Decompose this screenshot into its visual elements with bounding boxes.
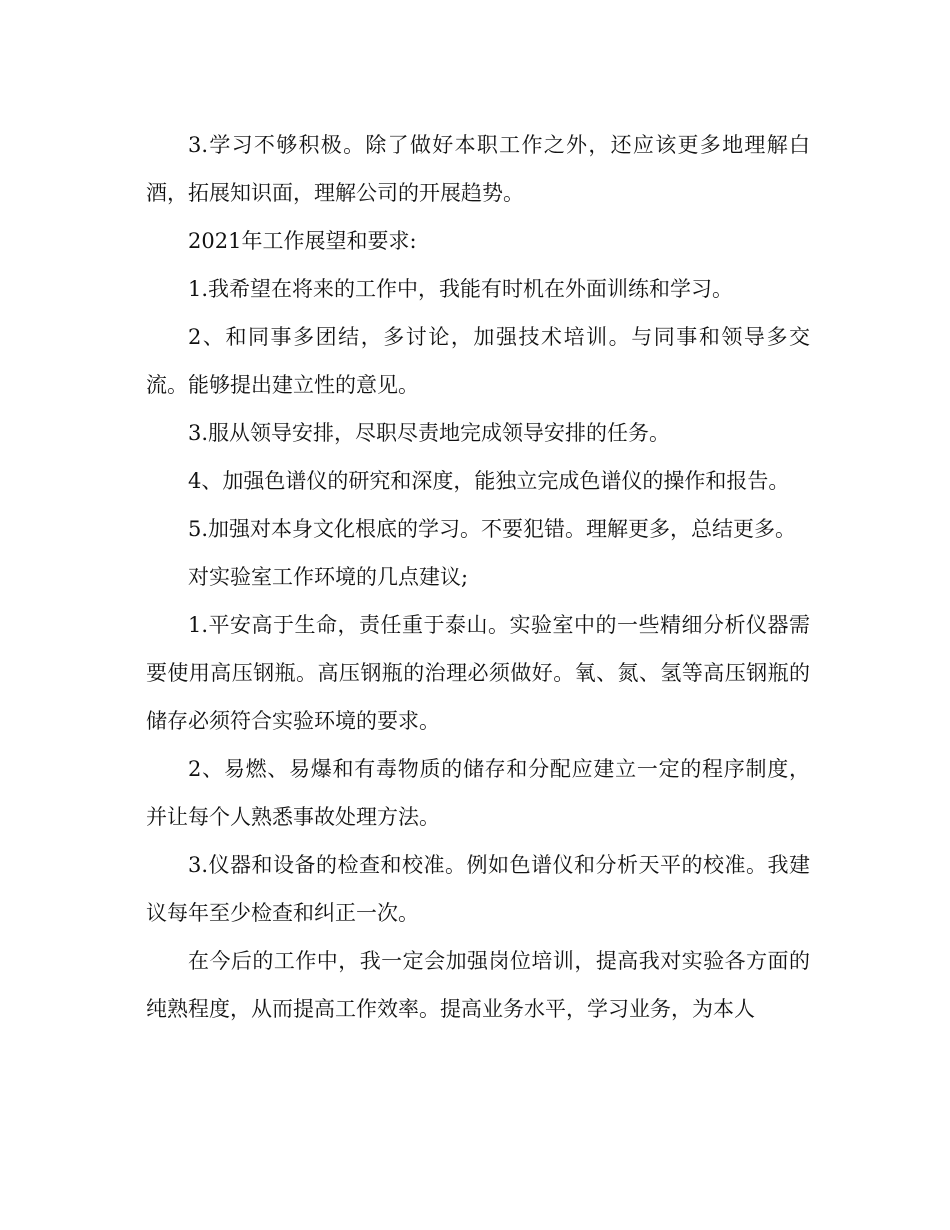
section-heading-lab-suggestions: 对实验室工作环境的几点建议; — [188, 565, 469, 589]
paragraph-outlook-1: 1.我希望在将来的工作中，我能有时机在外面训练和学习。 — [188, 277, 734, 301]
paragraph-suggestion-3: 3.仪器和设备的检查和校准。例如色谱仪和分析天平的校准。我建议每年至少检查和纠正一次。 — [146, 853, 810, 925]
paragraph-outlook-3: 3.服从领导安排，尽职尽责地完成领导安排的任务。 — [188, 421, 671, 445]
paragraph-outlook-4: 4、加强色谱仪的研究和深度，能独立完成色谱仪的操作和报告。 — [188, 469, 790, 493]
paragraph-closing: 在今后的工作中，我一定会加强岗位培训，提高我对实验各方面的纯熟程度，从而提高工作效率。提高业务水平，学习业务，为本人 — [146, 949, 810, 1021]
document-body — [146, 121, 810, 1033]
paragraph-weakness-3: 3.学习不够积极。除了做好本职工作之外，还应该更多地理解白酒，拓展知识面，理解公司的开展趋势。 — [146, 133, 810, 205]
section-heading-2021-outlook: 2021年工作展望和要求: — [188, 229, 417, 253]
paragraph-suggestion-1: 1.平安高于生命，责任重于泰山。实验室中的一些精细分析仪器需要使用高压钢瓶。高压钢瓶的治理必须做好。氧、氮、氢等高压钢瓶的储存必须符合实验环境的要求。 — [146, 613, 810, 733]
paragraph-suggestion-2: 2、易燃、易爆和有毒物质的储存和分配应建立一定的程序制度，并让每个人熟悉事故处理方法。 — [146, 757, 810, 829]
paragraph-outlook-5: 5.加强对本身文化根底的学习。不要犯错。理解更多，总结更多。 — [188, 517, 797, 541]
paragraph-outlook-2: 2、和同事多团结，多讨论，加强技术培训。与同事和领导多交流。能够提出建立性的意见。 — [146, 325, 810, 397]
